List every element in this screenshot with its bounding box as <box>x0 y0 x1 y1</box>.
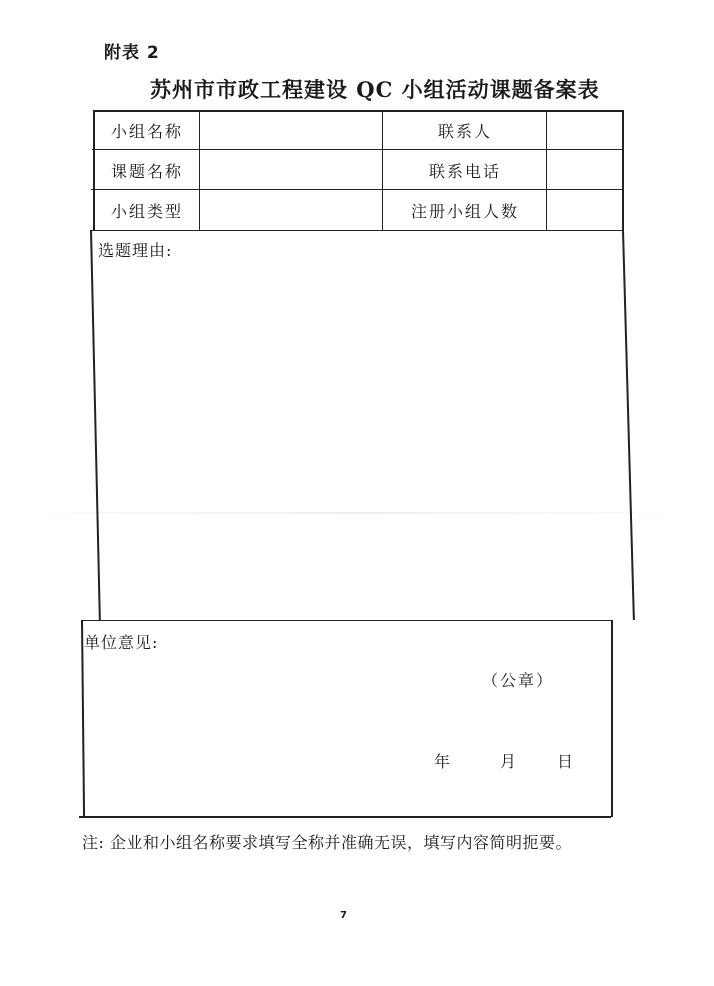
table-line <box>622 230 634 620</box>
table-line <box>199 110 200 230</box>
contact-phone-label: 联系电话 <box>428 161 501 181</box>
group-name-field[interactable] <box>201 112 381 149</box>
topic-name-field[interactable] <box>201 151 381 189</box>
contact-person-field[interactable] <box>548 112 621 149</box>
footnote: 注: 企业和小组名称要求填写全称并准确无误，填写内容简明扼要。 <box>82 833 572 852</box>
table-line <box>382 110 383 230</box>
date-day-label: 日 <box>557 752 574 771</box>
contact-person-label: 联系人 <box>437 122 492 141</box>
appendix-label: 附表 2 <box>104 43 160 63</box>
unit-opinion-label: 单位意见: <box>84 633 159 652</box>
member-count-field[interactable] <box>548 191 621 230</box>
group-type-label: 小组类型 <box>110 202 183 221</box>
table-line <box>92 149 623 150</box>
group-type-field[interactable] <box>201 191 381 230</box>
topic-reason-label: 选题理由: <box>98 241 173 260</box>
topic-reason-field[interactable] <box>96 262 616 616</box>
date-year-label: 年 <box>434 752 451 771</box>
date-month-label: 月 <box>500 752 517 771</box>
table-line <box>81 620 611 621</box>
table-line <box>79 816 611 818</box>
table-line <box>611 620 613 817</box>
contact-phone-field[interactable] <box>548 151 621 189</box>
table-line <box>622 110 624 230</box>
topic-name-label: 课题名称 <box>110 161 183 181</box>
table-line <box>91 189 623 190</box>
table-line <box>90 230 623 231</box>
group-name-label: 小组名称 <box>110 122 183 141</box>
form-title: 苏州市市政工程建设 QC 小组活动课题备案表 <box>150 77 600 102</box>
member-count-label: 注册小组人数 <box>410 202 519 221</box>
official-seal-label: （公章） <box>482 671 555 690</box>
page-number: 7 <box>340 910 347 921</box>
unit-opinion-field[interactable] <box>86 654 476 734</box>
table-line <box>546 110 547 230</box>
